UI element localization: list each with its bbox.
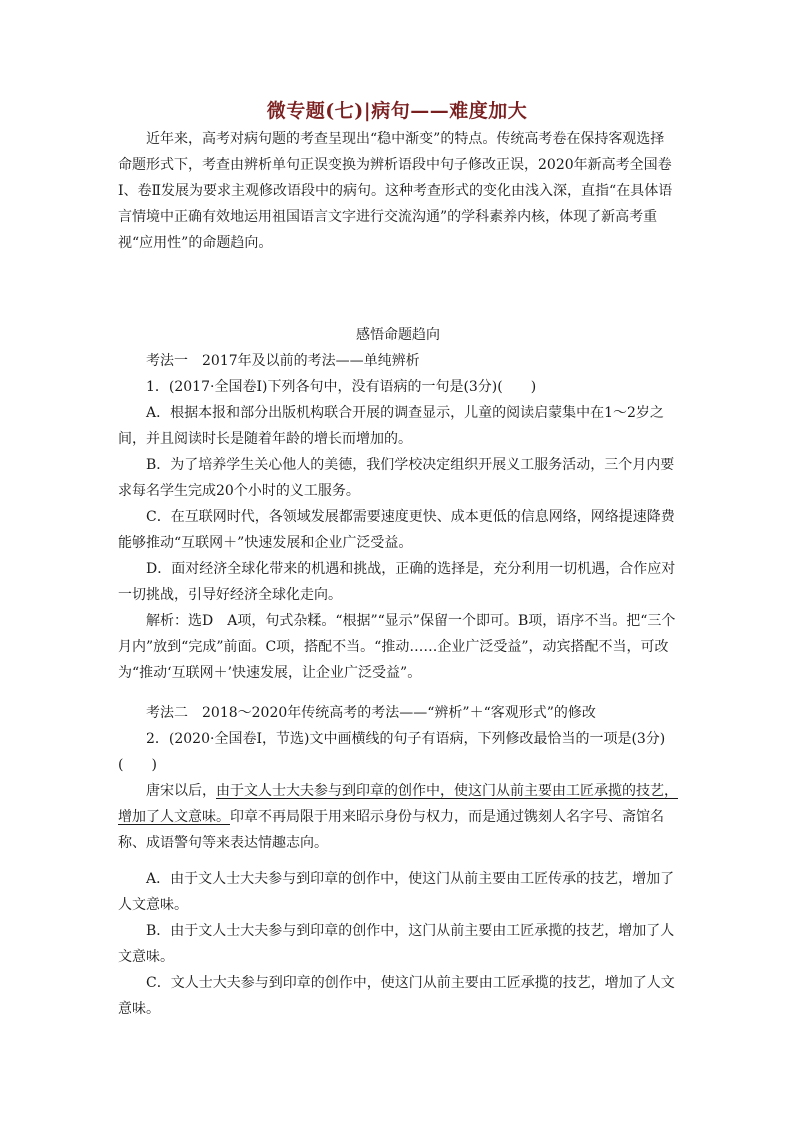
method1-heading: 考法一 2017年及以前的考法——单纯辨析	[146, 353, 420, 369]
passage-rest: 印章不再局限于用来昭示身份与权力，而是通过镌刻人名字号、斋馆名称、成语警句等来表达情趣志向。	[118, 809, 664, 851]
question-2: 2．(2020·全国卷Ⅰ，节选)文中画横线的句子有语病，下列修改最恰当的一项是(3分)( )	[118, 731, 666, 773]
passage-lead: 唐宋以后，	[146, 783, 216, 799]
passage-paragraph	[118, 778, 678, 856]
q1-analysis: 解析：选D A项，句式杂糅。“根据”“显示”保留一个即可。B项，语序不当。把“三个月内”放到“完成”前面。C项，搭配不当。“推动……企业广泛受益”，动宾搭配不当，可改为“推动‘互联网＋’快速发展，让企业广泛受益”。	[118, 613, 676, 681]
q2-option-a: A．由于文人士大夫参与到印章的创作中，使这门从前主要由工匠传承的技艺，增加了人文意味。	[118, 871, 675, 913]
question-1: 1．(2017·全国卷Ⅰ)下列各句中，没有语病的一句是(3分)( )	[146, 379, 537, 395]
q1-option-a: A．根据本报和部分出版机构联合开展的调查显示，儿童的阅读启蒙集中在1～2岁之间，并且阅读时长是随着年龄的增长而增加的。	[118, 405, 664, 447]
q1-option-c: C．在互联网时代，各领域发展都需要速度更快、成本更低的信息网络，网络提速降费能够推动“互联网＋”快速发展和企业广泛受益。	[118, 509, 675, 551]
q2-option-b: B．由于文人士大夫参与到印章的创作中，这门从前主要由工匠承揽的技艺，增加了人文意味。	[118, 923, 675, 965]
q1-option-d: D．面对经济全球化带来的机遇和挑战，正确的选择是，充分利用一切机遇，合作应对一切挑战，引导好经济全球化走向。	[118, 561, 676, 603]
q1-option-b: B．为了培养学生关心他人的美德，我们学校决定组织开展义工服务活动，三个月内要求每名学生完成20个小时的义工服务。	[118, 457, 675, 499]
method2-heading: 考法二 2018～2020年传统高考的考法——“辨析”＋“客观形式”的修改	[146, 705, 596, 721]
q2-option-c: C．文人士大夫参与到印章的创作中，使这门从前主要由工匠承揽的技艺，增加了人文意味。	[118, 975, 675, 1017]
underlined-sentence: 由于文人士大夫参与到印章的创作中，使这门从前主要由工匠承揽的技艺，增加了人文意味。	[118, 783, 678, 825]
intro-paragraph: 近年来，高考对病句题的考查呈现出“稳中渐变”的特点。传统高考卷在保持客观选择命题形式下，考查由辨析单句正误变换为辨析语段中句子修改正误，2020年新高考全国卷Ⅰ、卷Ⅱ发展为要求主观修改语段中的病句。这种考查形式的变化由浅入深，直指“在具体语言情境中正确有效地运用祖国语言文字进行交流沟通”的学科素养内核，体现了新高考重视“应用性”的命题趋向。	[118, 131, 673, 251]
page-title: 微专题(七)|病句——难度加大	[266, 100, 528, 122]
section-heading: 感悟命题趋向	[356, 327, 440, 343]
